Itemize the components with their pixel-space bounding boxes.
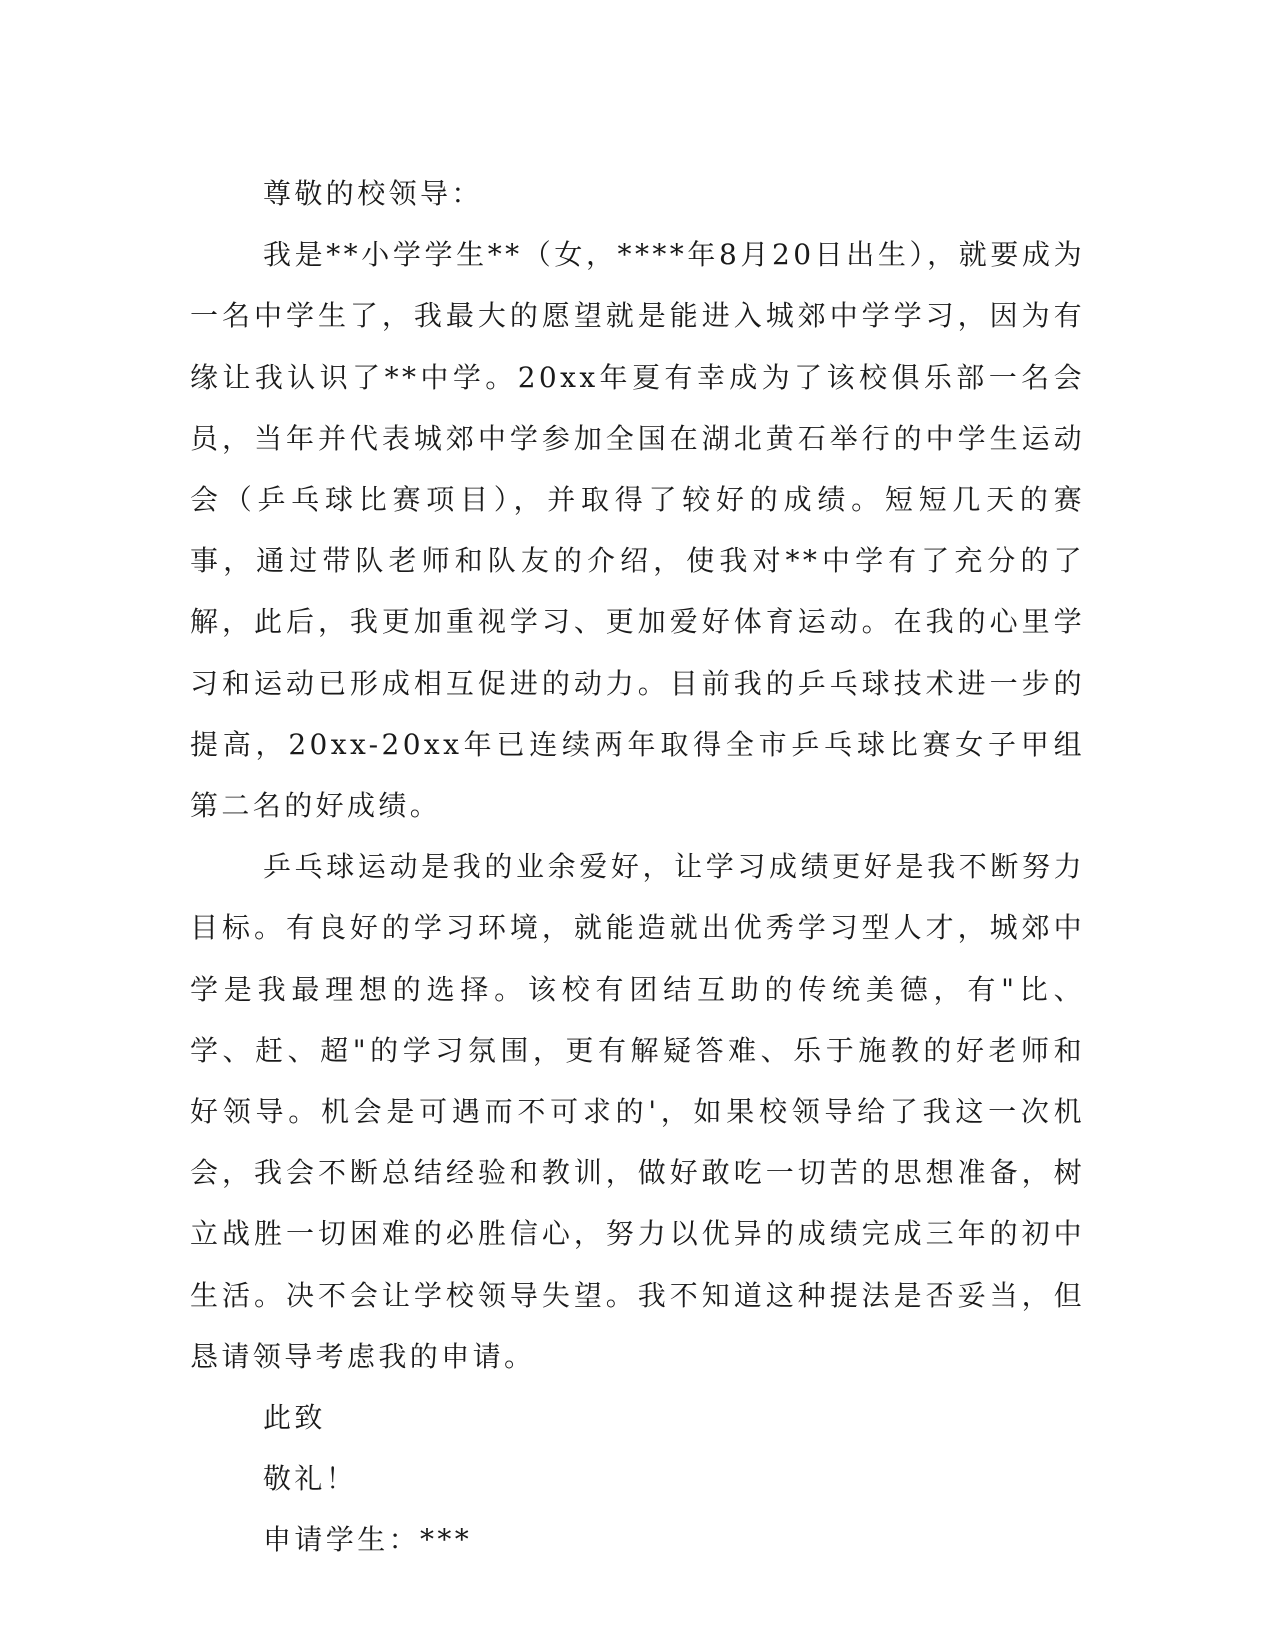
application-letter	[190, 163, 1085, 1571]
body-paragraph-2: 乒乓球运动是我的业余爱好，让学习成绩更好是我不断努力目标。有良好的学习环境，就能造就出优秀学习型人才，城郊中学是我最理想的选择。该校有团结互助的传统美德，有"比、学、赶、超"的学习氛围，更有解疑答难、乐于施教的好老师和好领导。机会是可遇而不可求的'，如果校领导给了我这一次机会，我会不断总结经验和教训，做好敢吃一切苦的思想准备，树立战胜一切困难的必胜信心，努力以优异的成绩完成三年的初中生活。决不会让学校领导失望。我不知道这种提法是否妥当，但恳请领导考虑我的申请。	[190, 850, 1085, 1373]
closing-jingli: 敬礼！	[263, 1462, 358, 1496]
salutation: 尊敬的校领导：	[263, 177, 483, 210]
closing-cizhi: 此致	[263, 1401, 326, 1435]
signature: 申请学生：***	[263, 1523, 473, 1557]
body-paragraph-1: 我是**小学学生**（女，****年8月20日出生），就要成为一名中学生了，我最大的愿望就是能进入城郊中学学习，因为有缘让我认识了**中学。20xx年夏有幸成为了该校俱乐部一名会员，当年并代表城郊中学参加全国在湖北黄石举行的中学生运动会（乒乓球比赛项目），并取得了较好的成绩。短短几天的赛事，通过带队老师和队友的介绍，使我对**中学有了充分的了解，此后，我更加重视学习、更加爱好体育运动。在我的心里学习和运动已形成相互促进的动力。目前我的乒乓球技术进一步的提高，20xx-20xx年已连续两年取得全市乒乓球比赛女子甲组第二名的好成绩。	[190, 238, 1085, 823]
